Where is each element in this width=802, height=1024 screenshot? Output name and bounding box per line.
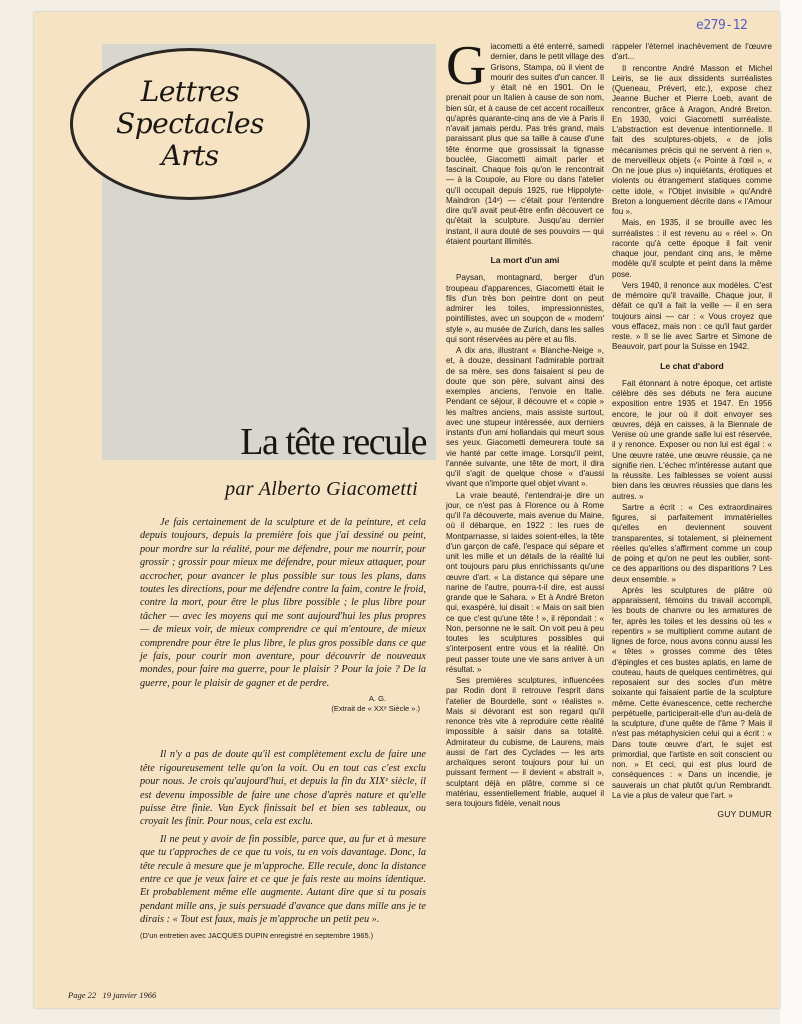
column-right <box>612 42 772 819</box>
middle-paragraph: Ses premières sculptures, influencées par Rodin dont il retrouve l'esprit dans l'atelier de Bourdelle, sont « réalistes ». Mais si dévorant est son regard qu'il renonce très vite à reproduire cette réalité impossible à saisir dans sa totalité. Admirateur du cubisme, de Laurens, mais aussi de l'art des Cyclades — les arts archaïques seront toujours pour lui un puissant ferment — il devient « abstrait », sculptant déjà en plâtre, comme si ce matériau, essentiellement friable, auquel il sera toujours fidèle, venait nous <box>446 676 604 808</box>
middle-paragraph: A dix ans, illustrant « Blanche-Neige », et, à douze, dessinant l'admirable portrait de sa mère, ses dons faisaient si peu de doute que son père, suivant ainsi des exemples anciens, l'envoie en Italie. Pendant ce séjour, il découvre et « copie » les maîtres anciens, mais assiste surtout, avec une stupeur intéressée, aux derniers instants d'un ami hollandais qui meurt sous ses yeux. Giacometti demeurera toute sa vie hanté par cette image. Lorsqu'il peint, l'année suivante, une tête de mort, il dira qu'il s'agit de quelque chose « d'aussi vivant que n'importe quel objet vivant ». <box>446 346 604 489</box>
interview-credit: (D'un entretien avec JACQUES DUPIN enregistré en septembre 1965.) <box>140 930 374 940</box>
drop-cap: G <box>446 35 487 97</box>
subhead-mort-ami: La mort d'un ami <box>490 255 560 265</box>
right-paragraph: Fait étonnant à notre époque, cet artiste célèbre dès ses débuts ne fera aucune exposition entre 1935 et 1947. En 1956 encore, le jour où il doit envoyer ses œuvres, déjà en caisses, à la Biennale de Venise où une grande salle lui est réservée, il y renonce. Exposer ou non lui est égal : « Une œuvre ratée, une œuvre réussie, ça ne signifie rien. L'échec m'intéresse autant que la réussite. Les faiblesses se voient aussi bien dans les œuvres réussies que dans les autres. » <box>612 378 772 501</box>
column-middle-lead <box>446 35 605 247</box>
middle-paragraph: Paysan, montagnard, berger d'un troupeau d'apparences, Giacometti était le fils d'un très bon peintre dont on peut admirer les toiles, impressionnistes, pointillistes, avec un soupçon de « modern' style », au musée de Zurich, dans les salles qui sont réservées au père et au fils. <box>446 273 604 344</box>
archive-reference: e279-12 <box>696 18 748 33</box>
middle-paragraph: La vraie beauté, l'entendrai-je dire un jour, ce n'est pas à Florence ou à Rome qu'il l'a découverte, mais avenue du Maine, où il débarque, en 1922 : les rues de Montparnasse, si laides soient-elles, la tête d'un garçon de café, l'espace qui sépare et unit les mille et un détails de la réalité lui ont toujours paru plus enrichissants qu'une œuvre d'art. « La distance qui sépare une narine de l'autre, pourra-t-il dire, est aussi grande que le Sahara. » Et à André Breton qui, exaspéré, lui disait : « Mais on sait bien ce que c'est qu'une tête ! », il répondait : « Non, personne ne le sait. On voit peu à peu toutes les sculptures possibles qui s'interposent entre vous et la réalité. On peut passer toute une vie sans arriver à un résultat. » <box>446 490 604 674</box>
second-paragraph-2: Il ne peut y avoir de fin possible, parce que, au fur et à mesure que tu t'approches de ce que tu vois, tu en vois davantage. Donc, la tête recule à mesure que je m'approche. Elle recule, donc la distance entre ce que je veux faire et ce que je fais reste au moins identique. Et probablement même elle augmente. Autant dire que si tu posais pendant mille ans, je suis persuadé d'avance que dans mille ans je te dirais : « Tout est faux, mais je m'approche un petit peu ». <box>140 833 426 926</box>
intro-source: (Extrait de « XXᵉ Siècle ».) <box>331 704 420 714</box>
section-line-2: Spectacles <box>116 107 264 140</box>
article-title: La tête recule <box>240 421 426 463</box>
scan-edge <box>780 0 802 1024</box>
issue-date: 19 janvier 1966 <box>102 990 157 1000</box>
article-intro <box>140 516 426 941</box>
section-line-1: Lettres <box>140 75 240 108</box>
page-footer <box>68 990 156 1000</box>
right-paragraph: Après les sculptures de plâtre où apparaissent, témoins du travail accompli, les bouts de chanvre ou les armatures de fer, après les toiles et les dessins où les « repentirs » se multiplient comme autant de lignes de force, nous avons connu aussi les « têtes » grosses comme des têtes d'épingles et ces bustes aplatis, en lame de couteau, hauts de quelques centimètres, qui reposaient sur des socles d'un mètre soixante qui faisaient partie de la sculpture même. Cette évanescence, cette recherche perpétuelle, participerait-elle d'un au-delà de la sculpture, d'une quête de l'âme ? Mais il n'est pas métaphysicien celui qui a écrit : « Dans toute œuvre d'art, le sujet est primordial, que l'artiste en soit conscient ou non. » Et ceci, qui est plus lourd de conséquences : « Dans un incendie, je sauverais un chat plutôt qu'un Rembrandt. La vie a plus de valeur que l'art. » <box>612 585 772 800</box>
right-paragraph: Mais, en 1935, il se brouille avec les surréalistes : il est revenu au « réel ». On raconte qu'à cette époque il fait venir chaque jour, pendant cinq ans, le même modèle qu'il sculpte et peint dans la même pose. <box>612 218 772 279</box>
column-middle <box>446 35 605 810</box>
intro-paragraph: Je fais certainement de la sculpture et de la peinture, et cela depuis toujours, depuis la première fois que j'ai dessiné ou peint, pour mordre sur la réalité, pour me défendre, pour me nourrir, pour grossir ; grossir pour mieux me défendre, pour mieux attaquer, pour accrocher, pour avancer le plus possible sur tous les plans, dans toutes les directions, pour me défendre contre la faim, contre le froid, contre la mort, pour être le plus libre possible ; le plus libre pour tâcher — avec les moyens qui me sont aujourd'hui les plus propres — de mieux voir, de mieux comprendre ce qui m'entoure, de mieux comprendre pour être le plus libre, le plus gros possible dans ce que je fais, pour courir mon aventure, pour découvrir de nouveaux mondes, pour faire ma guerre, pour le plaisir ? Pour la joie ? De la guerre, pour le plaisir de gagner et de perdre. <box>140 517 426 689</box>
article-byline: par Alberto Giacometti <box>225 478 418 500</box>
intro-signature: A. G. <box>368 694 386 704</box>
page-number: Page 22 <box>68 990 97 1000</box>
second-paragraph-1: Il n'y a pas de doute qu'il est complètement exclu de faire une tête rigoureusement telle qu'on la voit. Ou en tout cas c'est exclu pour nous. Je crois qu'aujourd'hui, et depuis la fin du XIXᵉ siècle, il est devenu impossible de faire une chose d'après nature et qu'elle puisse être finie. Van Eyck finissait bel et bien ses tableaux, ou croyait les finir. Pour nous, cela est exclu. <box>140 749 426 828</box>
right-paragraph: Il rencontre André Masson et Michel Leiris, se lie aux dissidents surréalistes (Queneau, Prévert, etc.), expose chez Jeanne Bucher et Pierre Loeb, avant de rencontrer, grâce à Aragon, André Breton. En 1930, voici Giacometti surréaliste. L'abstraction est devenue intentionnelle. Il fait des sculptures-objets, « de jolis mécanismes précis qui ne servent à rien », de merveilleux objets (« Pointe à l'œil », « On ne joue plus ») inquiétants, érotiques et violents ou étrangement statiques comme cette idole, « l'Objet invisible » qu'André Breton a longuement décrite dans « l'Amour fou ». <box>612 63 772 216</box>
right-paragraph: Vers 1940, il renonce aux modèles. C'est de mémoire qu'il travaille. Chaque jour, il défait ce qu'il a fait la veille — il en sera toujours ainsi — car : « Vous croyez que vous effacez, mais non : ce qu'il faut garder reste. » Il se lie avec Sartre et Simone de Beauvoir, part pour la Suisse en 1942. <box>612 280 772 352</box>
section-logo-oval <box>70 48 310 200</box>
right-paragraph: rappeler l'éternel inachèvement de l'œuvre d'art... <box>612 42 772 62</box>
section-line-3: Arts <box>161 139 219 172</box>
right-paragraph: Sartre a écrit : « Ces extraordinaires figures, si parfaitement immatérielles qu'elles en deviennent souvent transparentes, si totalement, si pleinement réelles qu'elles s'affirment comme un coup de poing et qu'on ne peut les oublier, sont-ce des apparitions ou des disparitions ? Les deux ensemble. » <box>612 502 772 584</box>
subhead-chat-abord: Le chat d'abord <box>660 360 724 371</box>
lead-text: iacometti a été enterré, samedi dernier, dans le petit village des Grisons, Stampa, où il vient de mourir des suites d'un cancer. Il y était né en 1901. On le prenait pour un Italien à cause de son nom, bien sûr, et à cause de cet accent rocailleux qu'après quarante-cinq ans de vie à Paris il n'avait jamais perdu. Pas très grand, mais paraissant plus que sa taille à cause d'une tête énorme que grossissait la tignasse bouclée, Giacometti aimait parler et fascinait. Chaque fois qu'on le rencontrait — à la Coupole, au Flore ou dans l'atelier qu'il occupait depuis 1925, rue Hippolyte-Maindron (14ᵉ) — c'était pour l'entendre dire qu'il avait peut-être enfin découvert ce qu'était la sculpture. Jusqu'au dernier instant, il aura douté de ses pouvoirs — qui étaient pourtant illimités. <box>446 42 605 246</box>
article-author: GUY DUMUR <box>717 809 772 819</box>
